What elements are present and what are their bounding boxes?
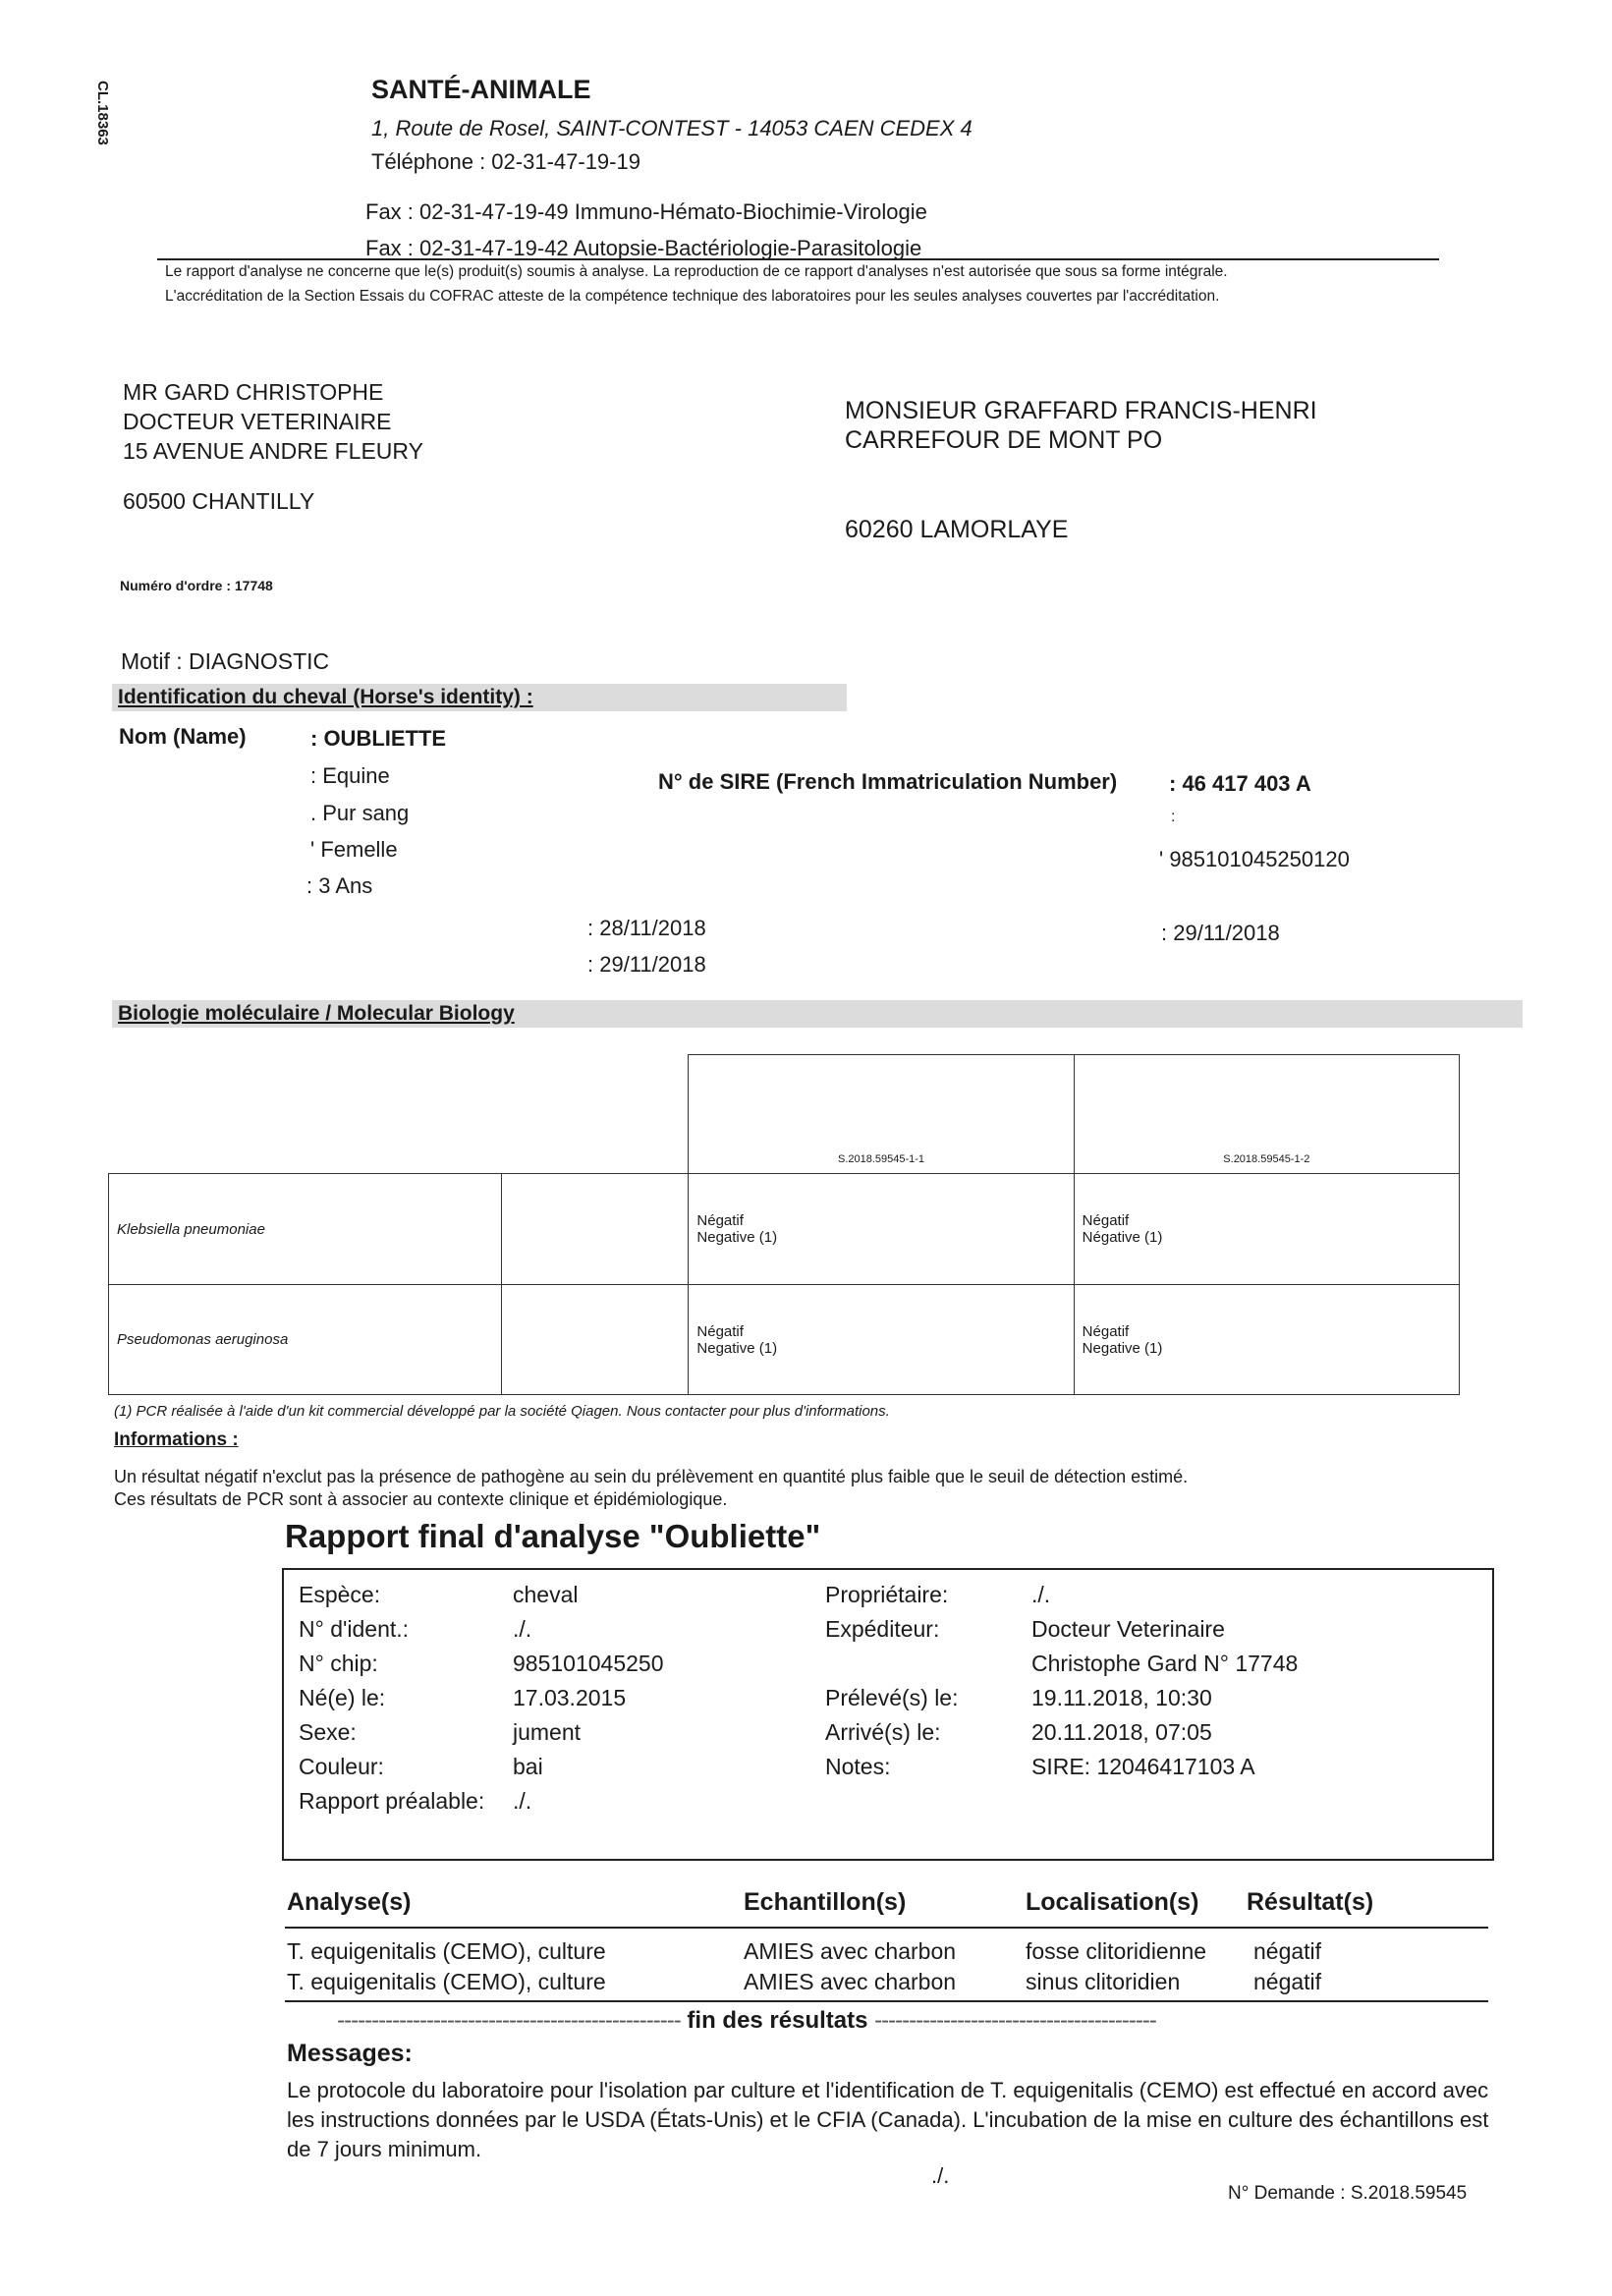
- organism-name: Pseudomonas aeruginosa: [109, 1285, 502, 1395]
- request-number: N° Demande : S.2018.59545: [1228, 2183, 1468, 2204]
- molecular-biology-table: [108, 1054, 1460, 1395]
- end-mark: ./.: [931, 2163, 950, 2188]
- label-notes: Notes:: [825, 1754, 891, 1779]
- horse-sex: ' Femelle: [310, 837, 398, 862]
- label-birth: Né(e) le:: [299, 1685, 386, 1710]
- motif: Motif : DIAGNOSTIC: [121, 648, 330, 674]
- value-sampled: 19.11.2018, 10:30: [1031, 1685, 1212, 1710]
- value-notes: SIRE: 12046417103 A: [1031, 1754, 1255, 1779]
- col-result: Résultat(s): [1247, 1888, 1374, 1916]
- date-2: : 29/11/2018: [587, 952, 706, 977]
- date-1: : 28/11/2018: [587, 916, 706, 940]
- molecular-biology-heading: Biologie moléculaire / Molecular Biology: [112, 1000, 1523, 1028]
- result-en: Negative (1): [1082, 1339, 1163, 1357]
- value-owner: ./.: [1031, 1582, 1051, 1607]
- value-sender-name: Christophe Gard N° 17748: [1031, 1651, 1299, 1676]
- sample: AMIES avec charbon: [744, 1938, 957, 1964]
- vet-title: DOCTEUR VETERINAIRE: [123, 409, 392, 434]
- sire-label: N° de SIRE (French Immatriculation Number): [658, 769, 1118, 794]
- vet-address: [123, 377, 423, 466]
- result-fr: Négatif: [1082, 1212, 1130, 1229]
- left-values: [513, 1578, 664, 1819]
- results-bottom-rule: [285, 2000, 1488, 2002]
- result-en: Negative (1): [696, 1339, 778, 1357]
- empty-cell: [501, 1285, 689, 1395]
- owner-street: CARREFOUR DE MONT PO: [845, 426, 1163, 454]
- disclaimer-line-2: L'accréditation de la Section Essais du COFRAC atteste de la compétence technique des laboratoires pour les seules analyses couvertes par l'accréditation.: [165, 288, 1220, 305]
- left-labels: [299, 1578, 484, 1819]
- pcr-footnote: (1) PCR réalisée à l'aide d'un kit commercial développé par la société Qiagen. Nous contacter pour plus d'informations.: [114, 1403, 890, 1420]
- value-sex: jument: [513, 1719, 582, 1745]
- lab-phone: Téléphone : 02-31-47-19-19: [371, 149, 640, 174]
- table-row: [109, 1174, 1460, 1285]
- lab-fax-1: Fax : 02-31-47-19-49 Immuno-Hémato-Biochimie-Virologie: [365, 199, 927, 224]
- sire-value: : 46 417 403 A: [1169, 771, 1311, 796]
- informations-line-1: Un résultat négatif n'exclut pas la présence de pathogène au sein du prélèvement en quantité plus faible que le seuil de détection estimé.: [114, 1467, 1189, 1486]
- owner-name: MONSIEUR GRAFFARD FRANCIS-HENRI: [845, 397, 1317, 424]
- value-previous-report: ./.: [513, 1788, 532, 1814]
- value-sender: Docteur Veterinaire: [1031, 1616, 1225, 1642]
- result-en: Négative (1): [1082, 1229, 1163, 1246]
- right-values: [1031, 1578, 1298, 1784]
- sample-id-2: S.2018.59545-1-2: [1074, 1055, 1459, 1174]
- horse-age: : 3 Ans: [306, 873, 373, 898]
- horse-name-label: Nom (Name): [119, 724, 247, 749]
- col-analyses: Analyse(s): [287, 1888, 412, 1916]
- messages-heading: Messages:: [287, 2040, 413, 2067]
- label-sender: Expéditeur:: [825, 1616, 940, 1642]
- result-fr: Négatif: [696, 1212, 744, 1229]
- label-arrived: Arrivé(s) le:: [825, 1719, 941, 1745]
- dash-right: -----------------------------------------: [874, 2007, 1156, 2034]
- result-fr: Négatif: [1082, 1322, 1130, 1340]
- value-arrived: 20.11.2018, 07:05: [1031, 1719, 1212, 1745]
- value-color: bai: [513, 1754, 543, 1779]
- horse-breed: . Pur sang: [310, 801, 410, 825]
- label-species: Espèce:: [299, 1582, 381, 1607]
- end-label: fin des résultats: [687, 2007, 868, 2034]
- location: sinus clitoridien: [1026, 1969, 1181, 1994]
- result: négatif: [1253, 1969, 1322, 1994]
- analysis: T. equigenitalis (CEMO), culture: [287, 1938, 606, 1964]
- horse-species: : Equine: [310, 763, 390, 788]
- lab-name: SANTÉ-ANIMALE: [371, 75, 591, 104]
- date-3: : 29/11/2018: [1161, 921, 1280, 945]
- value-species: cheval: [513, 1582, 579, 1607]
- vet-city: 60500 CHANTILLY: [123, 488, 315, 514]
- horse-identity-heading: Identification du cheval (Horse's identity) :: [112, 684, 847, 711]
- informations-line-2: Ces résultats de PCR sont à associer au contexte clinique et épidémiologique.: [114, 1489, 728, 1509]
- sample-id-1: S.2018.59545-1-1: [689, 1055, 1074, 1174]
- dash-left: --------------------------------------------------: [337, 2007, 681, 2034]
- label-blank: [825, 1647, 958, 1681]
- location: fosse clitoridienne: [1026, 1938, 1207, 1964]
- results-header-rule: [285, 1927, 1488, 1929]
- organism-name: Klebsiella pneumoniae: [109, 1174, 502, 1285]
- document-code: CL.18363: [94, 81, 111, 145]
- informations-heading: Informations :: [114, 1429, 239, 1450]
- horse-chip: ' 985101045250120: [1159, 847, 1350, 871]
- label-ident: N° d'ident.:: [299, 1616, 410, 1642]
- right-labels: [825, 1578, 958, 1784]
- result-en: Negative (1): [696, 1229, 778, 1246]
- value-chip: 985101045250: [513, 1651, 664, 1676]
- sample: AMIES avec charbon: [744, 1969, 957, 1994]
- label-previous-report: Rapport préalable:: [299, 1788, 485, 1814]
- result-cell: [689, 1285, 1074, 1395]
- final-report-title: Rapport final d'analyse "Oubliette": [285, 1518, 821, 1554]
- value-ident: ./.: [513, 1616, 532, 1642]
- vet-name: MR GARD CHRISTOPHE: [123, 379, 384, 405]
- col-samples: Echantillon(s): [744, 1888, 907, 1916]
- lab-address: 1, Route de Rosel, SAINT-CONTEST - 14053 CAEN CEDEX 4: [371, 116, 973, 140]
- lab-fax-2: Fax : 02-31-47-19-42 Autopsie-Bactériologie-Parasitologie: [365, 236, 922, 260]
- horse-name-value: : OUBLIETTE: [310, 726, 447, 751]
- owner-address: [845, 396, 1317, 455]
- order-number: Numéro d'ordre : 17748: [120, 578, 273, 593]
- label-chip: N° chip:: [299, 1651, 378, 1676]
- result-cell: [689, 1174, 1074, 1285]
- end-of-results: [285, 2007, 1208, 2035]
- result: négatif: [1253, 1938, 1322, 1964]
- label-sampled: Prélevé(s) le:: [825, 1685, 959, 1710]
- result-cell: [1074, 1174, 1459, 1285]
- value-birth: 17.03.2015: [513, 1685, 627, 1710]
- analysis: T. equigenitalis (CEMO), culture: [287, 1969, 606, 1994]
- result-cell: [1074, 1285, 1459, 1395]
- label-sex: Sexe:: [299, 1719, 357, 1745]
- owner-city: 60260 LAMORLAYE: [845, 516, 1069, 543]
- messages-text: Le protocole du laboratoire pour l'isolation par culture et l'identification de T. equigenitalis (CEMO) est effectué en accord avec les instructions données par le USDA (États-Unis) et le CFIA (Canada). L'incubation de la mise en culture des échantillons est de 7 jours minimum.: [287, 2078, 1489, 2161]
- colon-mark: :: [1171, 809, 1176, 825]
- label-color: Couleur:: [299, 1754, 384, 1779]
- empty-cell: [501, 1174, 689, 1285]
- header-rule: [157, 258, 1439, 260]
- table-row: [109, 1285, 1460, 1395]
- label-owner: Propriétaire:: [825, 1582, 949, 1607]
- col-location: Localisation(s): [1026, 1888, 1199, 1916]
- vet-street: 15 AVENUE ANDRE FLEURY: [123, 438, 423, 464]
- disclaimer-line-1: Le rapport d'analyse ne concerne que le(s) produit(s) soumis à analyse. La reproduction de ce rapport d'analyses n'est autorisée que sous sa forme intégrale.: [165, 263, 1228, 280]
- result-fr: Négatif: [696, 1322, 744, 1340]
